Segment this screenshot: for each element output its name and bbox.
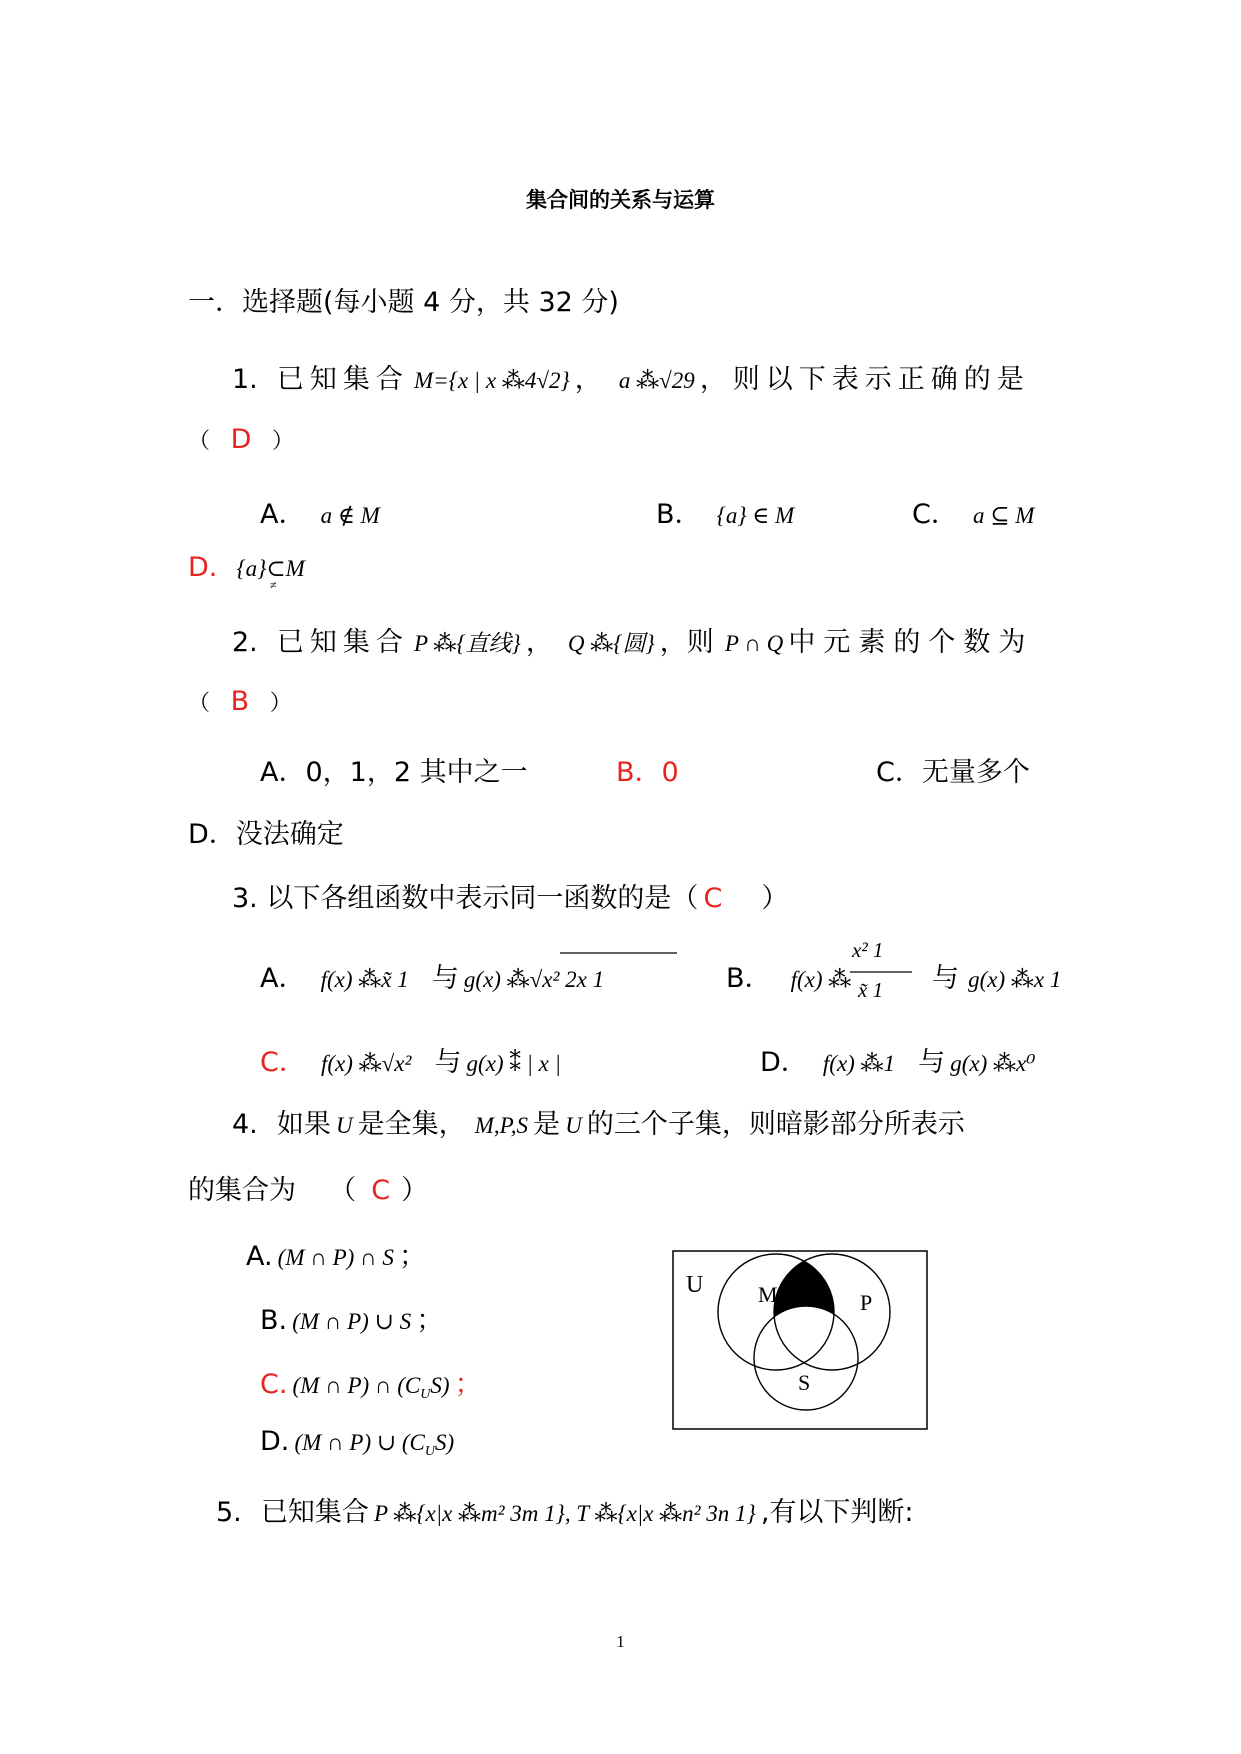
q4-option-c-label: C. [260,1369,288,1400]
q1-option-a-label: A． [260,499,306,530]
q3-option-b-and: 与 [932,963,959,994]
q4-option-c-math2: S) [430,1373,450,1398]
page-number: 1 [616,1632,625,1651]
q2-number: 2. [232,627,258,658]
q4-option-a [246,1234,426,1273]
q1-text-a: 已知集合 [276,364,409,395]
q2-set-q: Q ⁂{圆} [567,631,655,656]
q5-math: P ⁂{x|x ⁂m² 3m 1}, T ⁂{x|x ⁂n² 3n 1} [373,1501,756,1526]
q1-set-m: M={x | x ⁂4√2} [413,368,570,393]
q3-paren-close: ） [761,883,789,914]
q2-option-c: C．无量多个 [876,757,1030,788]
q5-number: 5. [216,1497,242,1528]
q5-text-b: ,有以下判断: [760,1497,914,1528]
q3-option-a-and: 与 [431,963,459,994]
section-heading: 一．选择题(每小题 4 分，共 32 分) [188,287,619,318]
q4-option-c-end: ； [454,1369,482,1400]
q5-text-a: 已知集合 [260,1497,369,1528]
q4-option-b-end: ； [416,1305,444,1336]
venn-label-u: U [686,1272,704,1298]
q2-text-c: 中元素的个数为 [788,627,1034,658]
q3-option-d [760,1040,1035,1079]
q1-sep: ， [574,364,602,395]
q4-option-d-math2: S) [435,1430,455,1455]
q1-number: 1. [232,364,258,395]
q1-option-c-label: C． [912,499,958,530]
q1-paren-open: （ [188,429,211,454]
venn-label-p: P [860,1290,873,1315]
q1-paren-close: ） [272,429,295,454]
q4-answer: C [371,1175,391,1206]
q1-answer-line [188,424,294,455]
q4-option-d [260,1426,454,1460]
q3-option-c-label: C． [260,1047,306,1078]
q3-option-d-label: D． [760,1047,808,1078]
q3-option-d-and: 与 [918,1047,946,1078]
q2-intersection: P ∩ Q [724,631,784,656]
q4-math-mps: M,P,S [474,1113,529,1138]
q4-option-a-end: ； [399,1241,427,1272]
q5-stem [216,1490,914,1529]
q3-option-c [260,1040,561,1079]
q1-option-b-math: {a} ∈ M [716,503,795,528]
q2-text-a: 已知集合 [276,627,409,658]
q1-element-a: a ⁂√29 [618,368,695,393]
q4-option-c-math: (M ∩ P) ∩ (C [292,1373,421,1398]
q4-option-d-math: (M ∩ P) ∪ (C [294,1430,425,1455]
q3-option-b-fraction-bar [850,970,914,974]
q1-option-d [188,552,305,592]
q3-option-a-label: A． [260,963,306,994]
q3-option-a [260,956,604,995]
q2-answer-line [188,686,292,717]
q4-math-u2: U [565,1113,582,1138]
q1-option-d-sub: ≠ [270,578,277,592]
q4-option-b-label: B. [260,1305,288,1336]
q3-option-b-numerator: x² 1 [852,938,884,962]
q4-option-c [260,1362,482,1403]
venn-label-s: S [798,1370,811,1395]
q3-option-b-g: g(x) ⁂x 1 [968,967,1062,992]
q3-answer: C [703,883,723,914]
venn-diagram [672,1250,930,1432]
q3-stem [232,876,788,915]
q4-text-d: 的三个子集，则暗影部分所表示 [586,1109,965,1140]
q2-sep: ， [525,627,553,658]
q4-option-c-sub: U [420,1387,431,1402]
q3-option-d-f: f(x) ⁂1 [822,1051,896,1076]
q4-number: 4. [232,1109,258,1140]
q3-option-b-denominator: x̃ 1 [858,978,884,1002]
q4-text-b: 是全集， [357,1109,466,1140]
q3-option-a-sqrt-bar [560,950,680,956]
q4-math-u: U [335,1113,353,1138]
q1-answer: D [230,424,252,455]
q4-option-b-math: (M ∩ P) ∪ S [292,1309,412,1334]
q3-option-a-g: g(x) ⁂√x² 2x 1 [463,967,605,992]
q2-paren-open: （ [188,691,211,716]
q1-text-b: ，则以下表示正确的是 [699,364,1030,395]
q3-option-b-rhs [932,956,1061,995]
q2-answer: B [230,686,250,717]
q2-option-d: D．没法确定 [188,819,344,850]
q4-option-a-label: A. [246,1241,273,1272]
q4-stem-cont [188,1168,428,1207]
q3-option-c-and: 与 [434,1047,462,1078]
q1-option-a-math: a ∉ M [320,503,380,528]
q1-option-b [656,492,794,531]
q2-paren-close: ） [269,691,292,716]
q4-option-d-sub: U [424,1444,436,1459]
q4-option-a-math: (M ∩ P) ∩ S [277,1245,394,1270]
q1-option-d-math: {a}⊂M [236,556,305,581]
q3-option-b [726,956,851,995]
q1-option-c-math: a ⊆ M [972,503,1035,528]
q1-stem [232,357,1030,396]
q1-option-d-label: D. [188,552,218,583]
q2-option-b: B．0 [616,757,679,788]
q3-option-a-f: f(x) ⁂x̃ 1 [320,967,409,992]
q4-option-d-label: D. [260,1426,290,1457]
q2-text-b: ，则 [659,627,714,658]
venn-label-m: M [758,1282,778,1307]
q3-option-b-label: B． [726,963,772,994]
q3-option-b-f: f(x) ⁂ [790,967,852,992]
q4-text-c: 是 [533,1109,561,1140]
page-title: 集合间的关系与运算 [526,188,715,212]
q3-option-c-f: f(x) ⁂√x² [320,1051,412,1076]
q2-set-p: P ⁂{直线} [413,631,521,656]
q4-text-e: 的集合为 [188,1175,296,1206]
q2-option-a: A．0，1，2 其中之一 [260,757,528,788]
q4-stem [232,1102,965,1141]
q3-option-c-g: g(x) ⁑ | x | [466,1051,561,1076]
q3-option-d-g: g(x) ⁂x⁰ [950,1051,1036,1076]
q4-paren-close: ） [401,1175,429,1206]
q1-option-c [912,492,1034,531]
q3-text: 3. 以下各组函数中表示同一函数的是（ [232,883,699,914]
q1-option-b-label: B． [656,499,702,530]
q4-paren-open: （ [329,1175,357,1206]
q2-stem [232,620,1033,659]
q4-text-a: 如果 [276,1109,331,1140]
q4-option-b [260,1298,443,1337]
q1-option-a [260,492,380,531]
